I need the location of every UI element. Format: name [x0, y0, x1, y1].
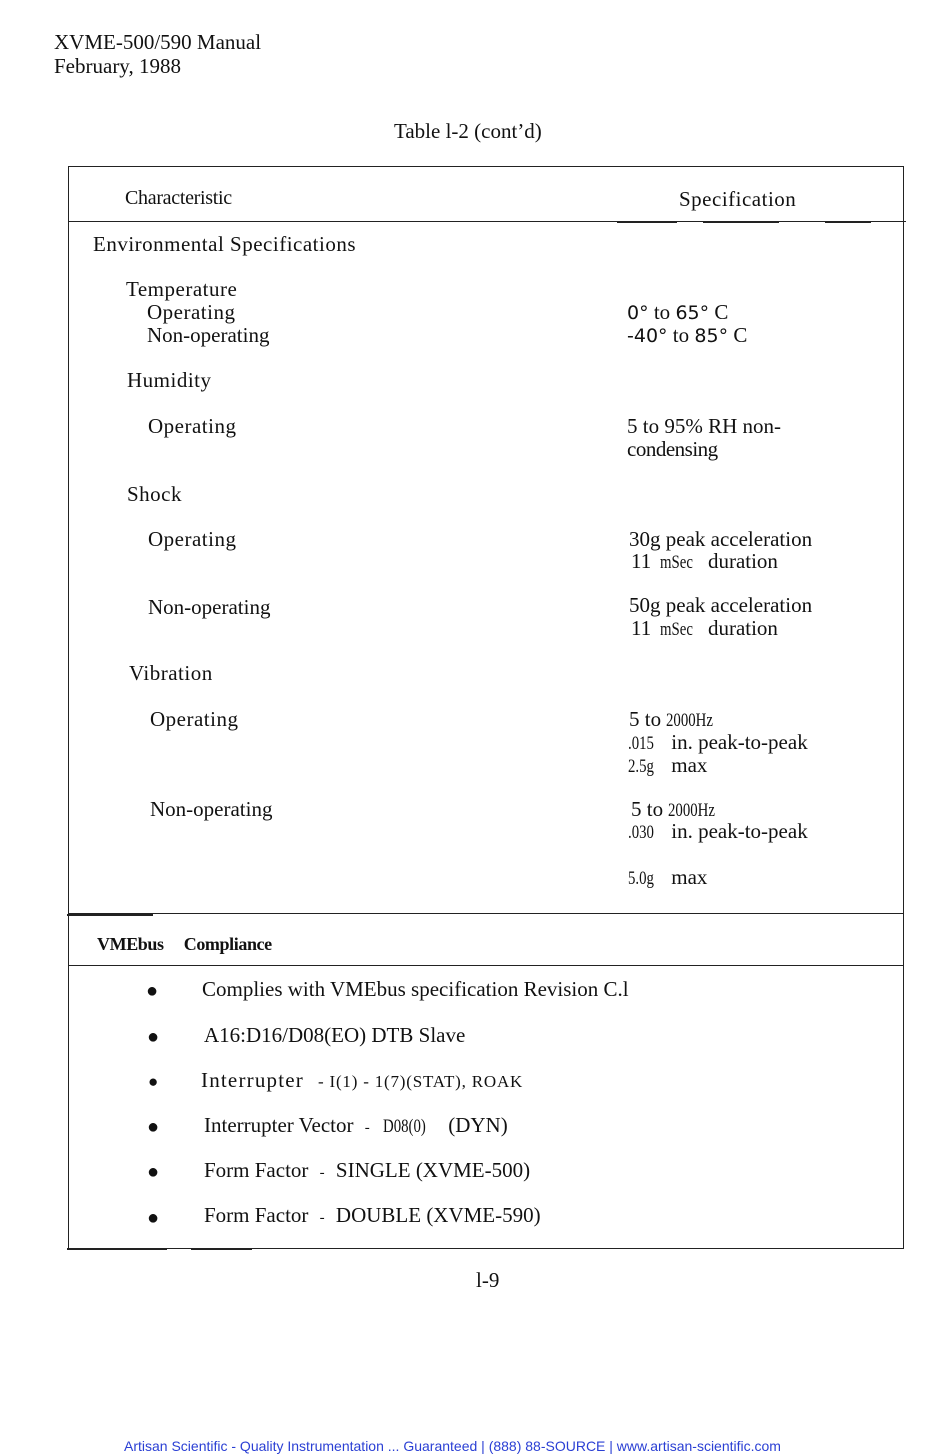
compliance-item-1: Complies with VMEbus specification Revision C.l — [202, 977, 629, 1001]
document-title: XVME-500/590 Manual — [54, 30, 262, 54]
bullet-icon: ● — [146, 980, 159, 1002]
humidity-operating-line1: 5 to 95% RH non- — [627, 414, 781, 438]
shock-operating-duration-number: 11 — [631, 549, 652, 573]
section-divider-top — [68, 913, 904, 914]
footer-banner[interactable]: Artisan Scientific - Quality Instrumentation ... Guaranteed | (888) 88-SOURCE | www.artisan-scientific.com — [124, 1438, 781, 1454]
section-heading-vmebus-a: VMEbus — [97, 934, 164, 954]
temperature-operating-to: 65° — [675, 302, 710, 324]
temperature-operating-value — [627, 300, 728, 325]
temperature-nonoperating-to-word: to — [672, 323, 690, 347]
shock-operating-duration-word: duration — [707, 549, 778, 573]
shock-nonoperating-line1: 50g peak acceleration — [629, 593, 813, 617]
vibration-operating-frequency — [629, 707, 727, 732]
header-underline-1 — [617, 222, 677, 223]
column-header-characteristic: Characteristic — [125, 187, 232, 209]
vibration-operating-frequency-prefix: 5 to — [629, 707, 662, 731]
table-bottom-accent-1 — [67, 1248, 167, 1250]
vibration-nonoperating-displacement-rest: in. peak-to-peak — [671, 819, 808, 843]
humidity-operating-label: Operating — [148, 414, 237, 438]
vibration-nonoperating-frequency-prefix: 5 to — [631, 797, 664, 821]
compliance-item-3-label: Interrupter — [201, 1068, 304, 1092]
table-title: Table l-2 (cont’d) — [394, 119, 542, 143]
compliance-item-4 — [204, 1113, 508, 1138]
compliance-item-5-tail: SINGLE (XVME-500) — [335, 1158, 531, 1182]
header-underline-2 — [703, 222, 779, 223]
vibration-label: Vibration — [129, 661, 213, 685]
shock-nonoperating-label: Non-operating — [148, 595, 271, 619]
bullet-icon: ● — [147, 1207, 160, 1229]
compliance-item-6 — [204, 1203, 541, 1228]
compliance-item-4-code: D08(0) — [382, 1116, 426, 1137]
vibration-operating-acceleration-value: 2.5g — [628, 756, 654, 777]
vibration-nonoperating-acceleration-rest: max — [671, 865, 708, 889]
vibration-operating-acceleration-rest: max — [671, 753, 708, 777]
vibration-nonoperating-displacement — [628, 819, 808, 844]
temperature-label: Temperature — [126, 277, 238, 301]
temperature-nonoperating-value — [627, 323, 747, 348]
bullet-icon: ● — [148, 1072, 159, 1091]
vibration-operating-displacement — [628, 730, 808, 755]
temperature-nonoperating-to: 85° — [694, 325, 729, 347]
shock-nonoperating-line2 — [631, 616, 778, 641]
compliance-item-5-label: Form Factor — [204, 1158, 309, 1182]
section-heading-vmebus — [97, 934, 272, 955]
compliance-item-6-label: Form Factor — [204, 1203, 309, 1227]
temperature-operating-from: 0° — [627, 302, 649, 324]
shock-nonoperating-duration-unit: mSec — [660, 619, 694, 640]
page-number: l-9 — [476, 1268, 500, 1292]
compliance-item-2: A16:D16/D08(EO) DTB Slave — [204, 1023, 466, 1047]
table-bottom-accent-2 — [191, 1248, 252, 1250]
document-date: February, 1988 — [54, 54, 181, 78]
column-header-specification: Specification — [679, 187, 797, 211]
header-divider — [68, 221, 906, 222]
compliance-item-4-tail: (DYN) — [448, 1113, 508, 1137]
temperature-nonoperating-unit: C — [733, 323, 748, 347]
vibration-nonoperating-displacement-value: .030 — [628, 822, 654, 843]
temperature-operating-unit: C — [714, 300, 729, 324]
compliance-item-3 — [201, 1068, 523, 1093]
vibration-operating-label: Operating — [150, 707, 239, 731]
vibration-operating-acceleration — [628, 753, 707, 778]
shock-operating-duration-unit: mSec — [660, 552, 694, 573]
shock-operating-line1: 30g peak acceleration — [629, 527, 813, 551]
section-divider-top-accent — [67, 914, 153, 916]
humidity-operating-line2: condensing — [627, 437, 718, 461]
shock-operating-label: Operating — [148, 527, 237, 551]
compliance-item-6-separator: - — [319, 1210, 325, 1226]
compliance-item-6-tail: DOUBLE (XVME-590) — [335, 1203, 541, 1227]
compliance-item-5-separator: - — [319, 1165, 325, 1181]
bullet-icon: ● — [147, 1116, 160, 1138]
compliance-item-4-separator: - — [364, 1120, 370, 1136]
header-underline-3 — [825, 222, 871, 223]
compliance-item-5 — [204, 1158, 530, 1183]
bullet-icon: ● — [147, 1161, 160, 1183]
compliance-item-3-detail: - I(1) - 1(7)(STAT), ROAK — [317, 1072, 524, 1091]
vibration-nonoperating-frequency-value: 2000Hz — [668, 800, 716, 821]
shock-nonoperating-duration-word: duration — [707, 616, 778, 640]
vibration-operating-frequency-value: 2000Hz — [666, 710, 714, 731]
vibration-nonoperating-acceleration-value: 5.0g — [628, 868, 654, 889]
shock-label: Shock — [127, 482, 182, 506]
vibration-nonoperating-label: Non-operating — [150, 797, 273, 821]
temperature-operating-to-word: to — [653, 300, 671, 324]
bullet-icon: ● — [147, 1026, 160, 1048]
shock-operating-line2 — [631, 549, 778, 574]
humidity-label: Humidity — [127, 368, 212, 392]
vibration-operating-displacement-value: .015 — [628, 733, 654, 754]
temperature-nonoperating-from: -40° — [627, 325, 668, 347]
section-divider-bottom — [68, 965, 904, 966]
temperature-nonoperating-label: Non-operating — [147, 323, 270, 347]
temperature-operating-label: Operating — [147, 300, 236, 324]
vibration-operating-displacement-rest: in. peak-to-peak — [671, 730, 808, 754]
section-heading-environmental: Environmental Specifications — [93, 232, 357, 256]
vibration-nonoperating-acceleration — [628, 865, 707, 890]
section-heading-vmebus-b: Compliance — [183, 934, 272, 954]
compliance-item-4-label: Interrupter Vector — [204, 1113, 354, 1137]
shock-nonoperating-duration-number: 11 — [631, 616, 652, 640]
